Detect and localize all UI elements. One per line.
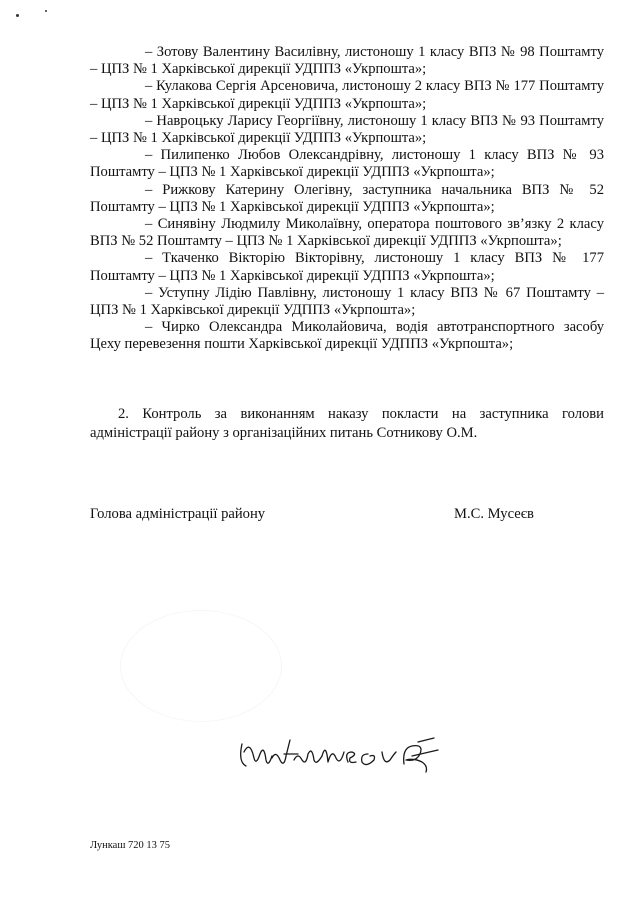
signatory-name: М.С. Мусеєв <box>454 506 534 522</box>
list-item: – Кулакова Сергія Арсеновича, листоношу 2 класу ВПЗ № 177 Поштамту – ЦПЗ № 1 Харківської дирекції УДППЗ «Укрпошта»; <box>90 78 604 112</box>
list-item: – Чирко Олександра Миколайовича, водія автотранспортного засобу Цеху перевезення пошти Харківської дирекції УДППЗ «Укрпошта»; <box>90 319 604 353</box>
control-paragraph: 2. Контроль за виконанням наказу покласти на заступника голови адміністрації району з організаційних питань Сотникову О.М. <box>90 406 604 441</box>
scan-speck <box>45 10 47 12</box>
list-item: – Рижкову Катерину Олегівну, заступника начальника ВПЗ № 52 Поштамту – ЦПЗ № 1 Харківської дирекції УДППЗ «Укрпошта»; <box>90 181 604 215</box>
scan-speck <box>16 14 19 17</box>
faint-seal-mark <box>120 610 282 722</box>
list-item: – Навроцьку Ларису Георгіївну, листоношу 1 класу ВПЗ № 93 Поштамту – ЦПЗ № 1 Харківської дирекції УДППЗ «Укрпошта»; <box>90 112 604 147</box>
list-item: – Синявіну Людмилу Миколаївну, оператора поштового зв’язку 2 класу ВПЗ № 52 Поштамту – ЦПЗ № 1 Харківської дирекції УДППЗ «Укрпошта»; <box>90 216 604 250</box>
footer-contact-note: Лункаш 720 13 75 <box>90 840 171 851</box>
list-item: – Пилипенко Любов Олександрівну, листоношу 1 класу ВПЗ № 93 Поштамту – ЦПЗ № 1 Харківської дирекції УДППЗ «Укрпошта»; <box>90 147 604 181</box>
employee-list <box>90 44 604 354</box>
list-item: – Уступну Лідію Павлівну, листоношу 1 класу ВПЗ № 67 Поштамту – ЦПЗ № 1 Харківської дирекції УДППЗ «Укрпошта»; <box>90 284 604 319</box>
list-item: – Ткаченко Вікторію Вікторівну, листоношу 1 класу ВПЗ № 177 Поштамту – ЦПЗ № 1 Харківської дирекції УДППЗ «Укрпошта»; <box>90 250 604 284</box>
handwritten-approval-note <box>236 732 446 782</box>
signatory-position: Голова адміністрації району <box>90 506 266 522</box>
list-item: – Зотову Валентину Василівну, листоношу 1 класу ВПЗ № 98 Поштамту – ЦПЗ № 1 Харківської дирекції УДППЗ «Укрпошта»; <box>90 44 604 78</box>
